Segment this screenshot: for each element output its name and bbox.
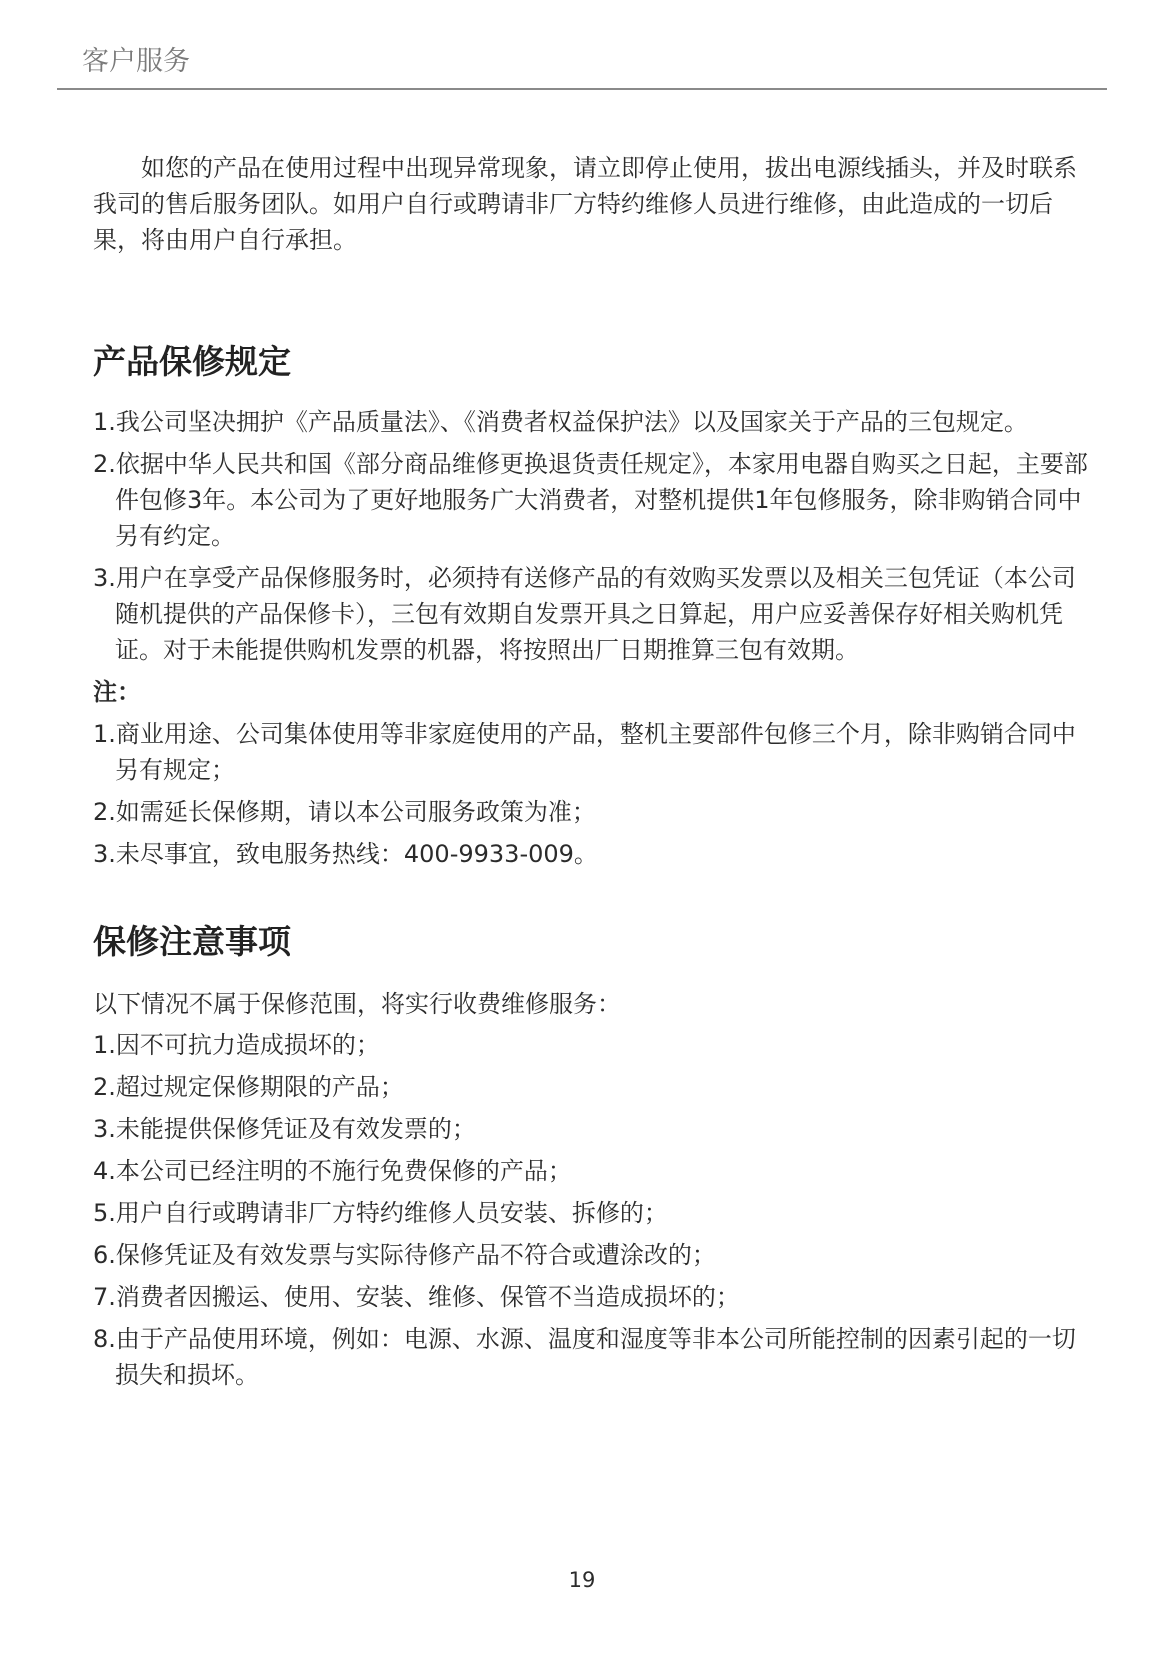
note-list	[93, 716, 1093, 872]
header-title: 客户服务	[82, 46, 190, 77]
exclusion-item: 2.超过规定保修期限的产品；	[93, 1073, 404, 1101]
exclusion-item: 5.用户自行或聘请非厂方特约维修人员安装、拆修的；	[93, 1199, 668, 1227]
note-label: 注：	[93, 678, 141, 706]
warranty-heading: 产品保修规定	[93, 342, 291, 381]
note-item: 3.未尽事宜，致电服务热线：400-9933-009。	[93, 840, 598, 868]
precautions-heading: 保修注意事项	[93, 922, 291, 961]
warranty-list	[93, 404, 1093, 668]
exclusion-intro: 以下情况不属于保修范围，将实行收费维修服务：	[93, 990, 621, 1018]
intro-paragraph: 如您的产品在使用过程中出现异常现象，请立即停止使用，拔出电源线插头，并及时联系我司的售后服务团队。如用户自行或聘请非厂方特约维修人员进行维修，由此造成的一切后果，将由用户自行承担。	[93, 154, 1077, 254]
page-number: 19	[568, 1568, 596, 1592]
note-item: 1.商业用途、公司集体使用等非家庭使用的产品，整机主要部件包修三个月，除非购销合同中另有规定；	[93, 720, 1076, 784]
exclusion-item: 4.本公司已经注明的不施行免费保修的产品；	[93, 1157, 572, 1185]
warranty-item: 3.用户在享受产品保修服务时，必须持有送修产品的有效购买发票以及相关三包凭证（本公司随机提供的产品保修卡），三包有效期自发票开具之日算起，用户应妥善保存好相关购机凭证。对于未能提供购机发票的机器，将按照出厂日期推算三包有效期。	[93, 564, 1076, 664]
exclusion-item: 8.由于产品使用环境，例如：电源、水源、温度和湿度等非本公司所能控制的因素引起的一切损失和损坏。	[93, 1325, 1076, 1389]
exclusion-item: 1.因不可抗力造成损坏的；	[93, 1031, 380, 1059]
exclusion-item: 6.保修凭证及有效发票与实际待修产品不符合或遭涂改的；	[93, 1241, 716, 1269]
page-header	[57, 42, 1107, 90]
header-divider	[57, 88, 1107, 90]
page-content	[93, 150, 1093, 1399]
exclusion-item: 3.未能提供保修凭证及有效发票的；	[93, 1115, 476, 1143]
exclusion-item: 7.消费者因搬运、使用、安装、维修、保管不当造成损坏的；	[93, 1283, 740, 1311]
warranty-item: 1.我公司坚决拥护《产品质量法》、《消费者权益保护法》以及国家关于产品的三包规定。	[93, 408, 1028, 436]
note-item: 2.如需延长保修期，请以本公司服务政策为准；	[93, 798, 596, 826]
exclusion-list	[93, 1027, 1093, 1393]
warranty-item: 2.依据中华人民共和国《部分商品维修更换退货责任规定》，本家用电器自购买之日起，主要部件包修3年。本公司为了更好地服务广大消费者，对整机提供1年包修服务，除非购销合同中另有约定。	[93, 450, 1088, 550]
